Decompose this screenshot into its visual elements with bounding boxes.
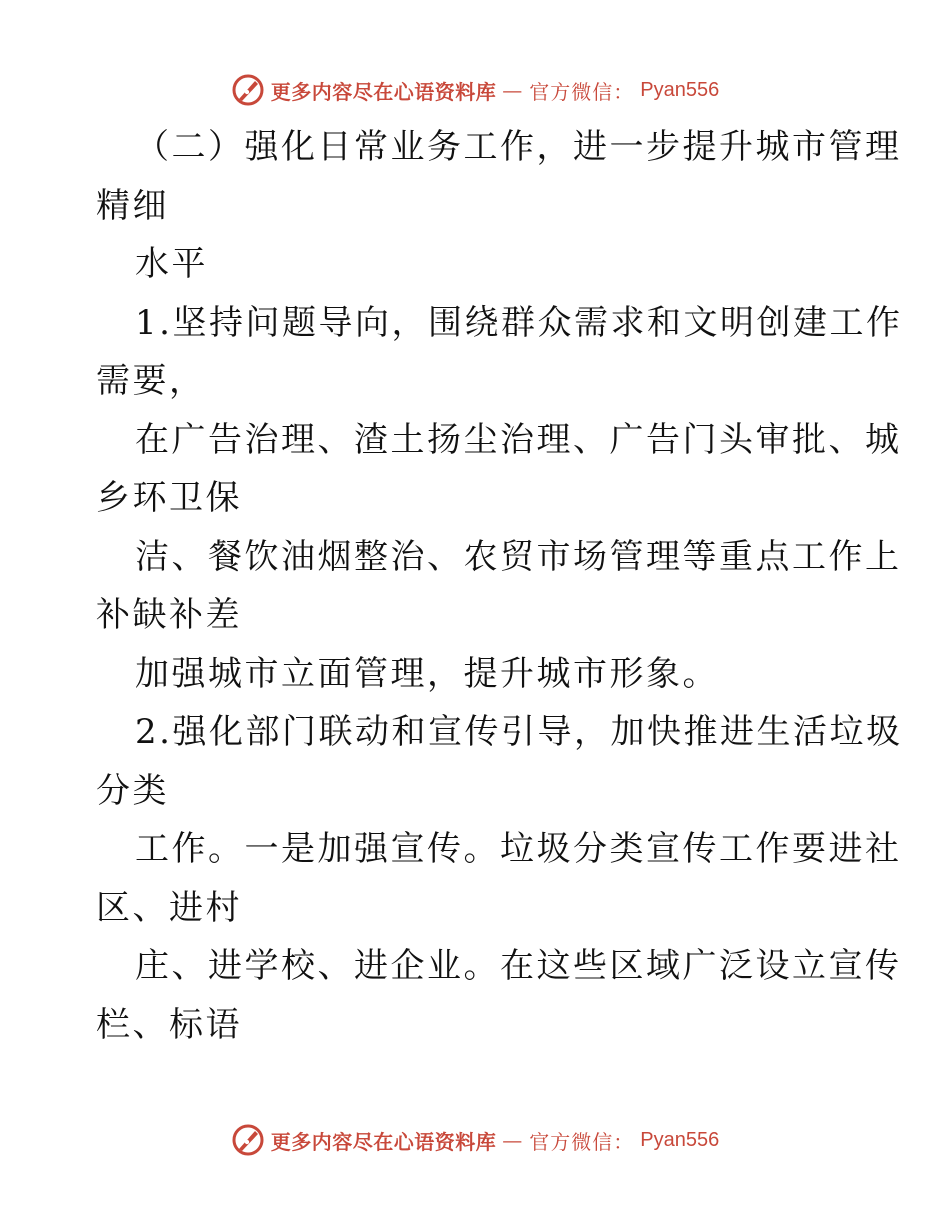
doc-line: 洁、餐饮油烟整治、农贸市场管理等重点工作上 <box>135 536 902 577</box>
header-banner <box>0 70 950 110</box>
doc-line: 工作。一是加强宣传。垃圾分类宣传工作要进社 <box>135 829 902 869</box>
banner-wechat-label: 官方微信： <box>529 79 635 104</box>
doc-line: 加强城市立面管理，提升城市形象。 <box>135 653 719 694</box>
pen-circle-logo-icon <box>231 1123 265 1157</box>
document-body <box>96 118 903 1054</box>
doc-line: 在广告治理、渣土扬尘治理、广告门头审批、城 <box>135 419 902 460</box>
doc-line: 区、进村 <box>96 887 242 928</box>
doc-line: 分类 <box>96 770 169 811</box>
doc-line: 精细 <box>96 185 169 226</box>
banner-title: 更多内容尽在心语资料库 <box>270 1129 497 1154</box>
banner-wechat-id: Pyan556 <box>640 1128 720 1151</box>
doc-line: 乡环卫保 <box>96 478 242 518</box>
banner-separator: — <box>502 78 524 102</box>
doc-line: 栏、标语 <box>96 1004 242 1045</box>
doc-line: 补缺补差 <box>96 595 242 635</box>
banner-title: 更多内容尽在心语资料库 <box>270 79 497 104</box>
doc-line: 需要， <box>96 361 206 401</box>
doc-line: 1.坚持问题导向，围绕群众需求和文明创建工作 <box>135 302 903 343</box>
banner-wechat-id: Pyan556 <box>640 78 720 101</box>
footer-banner <box>0 1120 950 1160</box>
banner-wechat-label: 官方微信： <box>529 1129 635 1154</box>
doc-line-heading: （二）强化日常业务工作，进一步提升城市管理 <box>135 127 902 167</box>
pen-circle-logo-icon <box>231 73 265 107</box>
banner-separator: — <box>502 1128 524 1152</box>
doc-line: 庄、进学校、进企业。在这些区域广泛设立宣传 <box>135 946 902 986</box>
doc-line: 水平 <box>135 244 208 284</box>
doc-line: 2.强化部门联动和宣传引导，加快推进生活垃圾 <box>135 712 903 752</box>
